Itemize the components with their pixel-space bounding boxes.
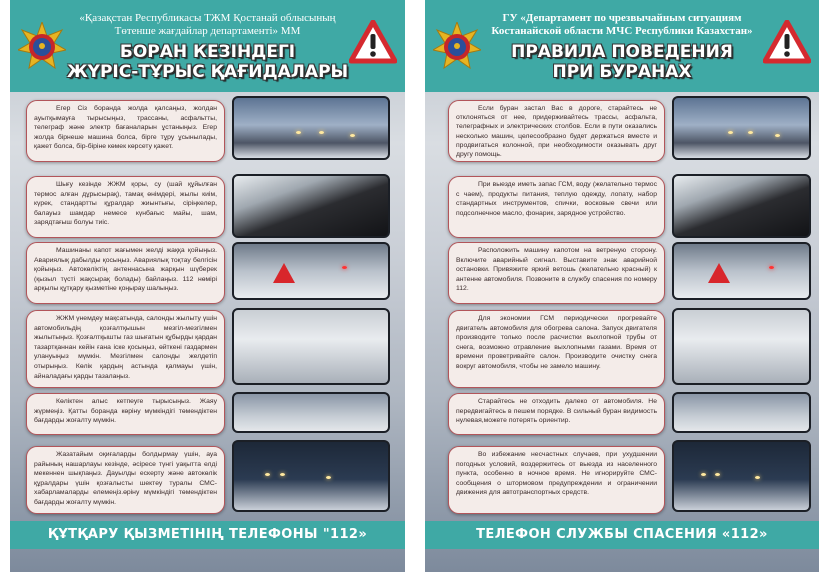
warning-triangle-icon: [763, 20, 811, 64]
poster-russian: [425, 0, 819, 572]
illustration-photo: [672, 440, 811, 512]
rescue-phone-banner: ТЕЛЕФОН СЛУЖБЫ СПАСЕНИЯ «112»: [425, 521, 819, 549]
instruction-text-box: Көліктен алыс кетпеуге тырысыңыз. Жаяу жүрмеңіз. Қатты боранда көріну мүмкіндігі төмендіктен бағдарды жоғалту мүмкін.: [26, 393, 225, 435]
title-line-1: БОРАН КЕЗІНДЕГІ: [119, 42, 296, 62]
poster-title: [511, 42, 733, 82]
illustration-photo: [232, 174, 390, 238]
organization-name: «Қазақстан Республикасы ТЖМ Қостанай облысының Төтенше жағдайлар департаменті» ММ: [79, 12, 336, 37]
header-text: [483, 12, 761, 90]
illustration-photo: [672, 308, 811, 385]
illustration-photo: [232, 242, 390, 300]
illustration-photo: [672, 392, 811, 433]
illustration-photo: [672, 174, 811, 238]
organization-name: ГУ «Департамент по чрезвычайным ситуациям Костанайской области МЧС Республики Казахстан»: [491, 12, 753, 37]
instruction-text-box: ЖЖМ үнемдеу мақсатында, салонды жылыту үшін автомобильдің қозғалтқышын мезгіл-мезгілмен жылытыңыз. Қозғалтқышты газ шығатын құбырды қардан тазартқаннан кейін ғана іске қосыңыз, өйткені газдармен улануыңыз мүмкін. Мезгілмен салонды желдетіп отырыңыз. Көлік қардың астында қалмауы үшін, айналадағы қарды тазалаңыз.: [26, 310, 225, 388]
illustration-photo: [672, 96, 811, 160]
instruction-text-box: При выезде иметь запас ГСМ, воду (желательно термос с чаем), продукты питания, теплую одежду, лопату, набор стандартных инструментов, спички, восковые свечи или подсолнечное масло, фонарик, зарядное устройство.: [448, 176, 665, 238]
illustration-photo: [232, 392, 390, 433]
instruction-text-box: Расположить машину капотом на ветреную сторону. Включите аварийный сигнал. Выставите знак аварийной остановки. Привяжите яркий ветошь (желательно красный) к антенне автомобиля. Позвоните в службу спасения по номеру 112.: [448, 242, 665, 304]
warning-triangle-icon: [349, 20, 397, 64]
instruction-text-box: Шығу кезінде ЖЖМ қоры, су (шай құйылған термос алған дұрысырақ), тамақ өнімдері, жылы киім, күрек, стандартты құралдар жиынтығы, сіріңкелер, балауыз шамдар немесе күнбағыс майы, шам, зарядтағыш болуы тиіс.: [26, 176, 225, 238]
instruction-text-box: Жазатайым оқиғаларды болдырмау үшін, ауа райының нашарлауы кезінде, әсіресе түнгі уақытта елді мекеннен шықпаңыз. Дауылды ескерту және автокөлік құралдары үшін қозғалысты шектеу туралы СМС-хабарламаларды елемеңіз.өріну мүмкіндігі төмендіктен бағдарды жоғалту мүмкін.: [26, 446, 225, 514]
instruction-text-box: Если буран застал Вас в дороге, старайтесь не отклоняться от нее, придерживайтесь трассы, асфальта, телеграфных и электрических столбов. Если в пути оказались несколько машин, целесообразно будет держаться вместе и продвигаться колонной, при необходимости оказывать друг другу помощь.: [448, 100, 665, 162]
emergency-emblem-icon: [18, 22, 66, 70]
instruction-text-box: Машинаны капот жағымен желді жаққа қойыңыз. Авариялық дабылды қосыңыз. Авариялық тоқтау белгісін қойыңыз. Автокөліктің антеннасына жарқын шүберек (қызыл түсті жақсырақ болады) байлаңыз. 112 нөмірі арқылы құтқару қызметіне қоңырау шалыңыз.: [26, 242, 225, 304]
header-text: [68, 12, 347, 90]
rescue-phone-banner: ҚҰТҚАРУ ҚЫЗМЕТІНІҢ ТЕЛЕФОНЫ "112»: [10, 521, 405, 549]
instruction-text-box: Во избежание несчастных случаев, при ухудшении погодных условий, воздержитесь от выезда из населенного пункта, особенно в ночное время. Не игнорируйте СМС-сообщения о штормовом предупреждении и ограничении движения для автотранспортных средств.: [448, 446, 665, 514]
illustration-photo: [672, 242, 811, 300]
instruction-text-box: Егер Сіз боранда жолда қалсаңыз, жолдан ауытқымауға тырысыңыз, трассаны, асфальтты, телеграф және электр бағаналарын ұстаныңыз. Егер жолда бірнеше машина болса, бірге тұру ұсынылады, қажет болса, бір-біріне көмек көрсету қажет.: [26, 100, 225, 162]
poster-title: [67, 42, 348, 82]
instruction-text-box: Для экономии ГСМ периодически прогревайте двигатель автомобиля для обогрева салона. Запуск двигателя производите только после расчистки выхлопной трубы от снега, возможно отравление выхлопными газами. Время от времени проветривайте салон. Производите очистку снега вокруг автомобиля, чтобы не замело машину.: [448, 310, 665, 388]
header-banner: [10, 0, 405, 92]
instruction-text-box: Старайтесь не отходить далеко от автомобиля. Не передвигайтесь в пешем порядке. В сильный буран видимость нулевая,можете потерять ориентир.: [448, 393, 665, 435]
title-line-2: ЖҮРІС-ТҰРЫС ҚАҒИДАЛАРЫ: [66, 62, 349, 82]
title-line-2: ПРИ БУРАНАХ: [552, 62, 692, 82]
poster-kazakh: [10, 0, 405, 572]
emergency-emblem-icon: [433, 22, 481, 70]
header-banner: [425, 0, 819, 92]
title-line-1: ПРАВИЛА ПОВЕДЕНИЯ: [511, 42, 733, 62]
illustration-photo: [232, 440, 390, 512]
illustration-photo: [232, 96, 390, 160]
illustration-photo: [232, 308, 390, 385]
